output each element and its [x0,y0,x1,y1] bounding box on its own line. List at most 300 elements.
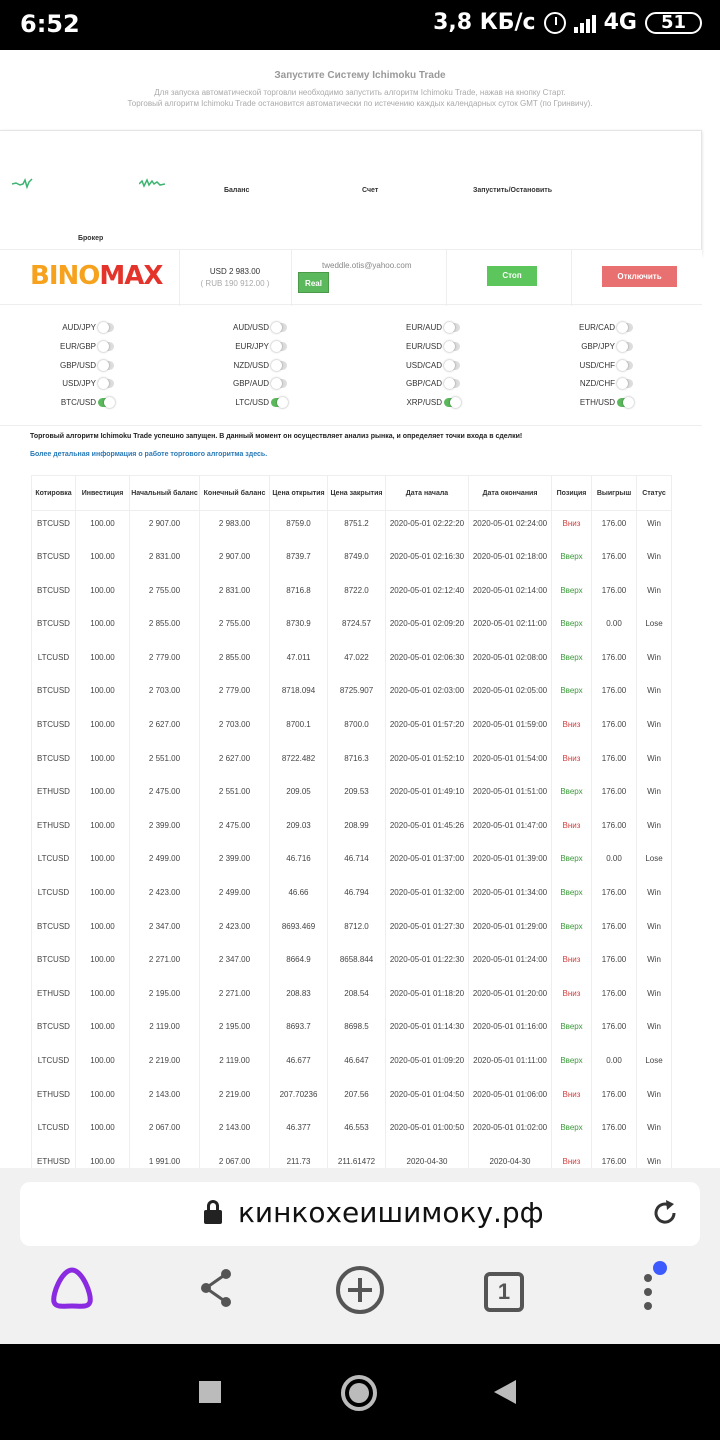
table-cell: 2 779.00 [200,678,270,712]
table-cell: 2020-05-01 01:49:10 [386,779,469,813]
table-cell: 8716.8 [270,578,328,612]
column-header: Инвестиция [76,476,130,511]
intro [0,50,720,109]
table-cell: Win [637,1115,672,1149]
table-cell: Win [637,1082,672,1116]
col-balance-label: Баланс [224,187,250,194]
pair-label: EUR/AUD [406,322,443,332]
table-cell: Вверх [552,678,592,712]
table-cell: 46.714 [328,846,386,880]
pair-toggle-eth-usd[interactable] [579,395,633,409]
status-bar [0,0,720,50]
table-cell: 2020-05-01 02:08:00 [469,645,552,679]
table-cell: Win [637,880,672,914]
table-cell: Lose [637,846,672,880]
network-type: 4G [603,10,637,35]
table-cell: 2020-05-01 02:24:00 [469,511,552,545]
table-cell: 46.794 [328,880,386,914]
col-broker-label: Брокер [78,235,104,242]
table-cell: 100.00 [76,914,130,948]
browser-bar [0,1168,720,1344]
table-cell: 2 219.00 [200,1082,270,1116]
table-cell: 176.00 [592,981,637,1015]
table-cell: Win [637,981,672,1015]
new-tab-icon[interactable] [334,1264,386,1316]
table-cell: Вверх [552,914,592,948]
table-cell: 2 703.00 [200,712,270,746]
table-cell: Вверх [552,880,592,914]
table-cell: 2 271.00 [130,947,200,981]
table-cell: 8698.5 [328,1014,386,1048]
table-row [32,1115,672,1149]
table-cell: 8759.0 [270,511,328,545]
table-cell: BTCUSD [32,611,76,645]
pair-label: GBP/JPY [581,341,615,351]
broker-row [0,249,702,305]
table-cell: 2 499.00 [200,880,270,914]
table-cell: 2020-05-01 02:12:40 [386,578,469,612]
table-cell: Вверх [552,1014,592,1048]
table-cell: LTCUSD [32,880,76,914]
toggle-switch[interactable] [98,361,114,370]
table-row [32,746,672,780]
toggle-switch[interactable] [444,361,460,370]
pair-toggle-eur-cad[interactable] [579,320,633,334]
table-row [32,1048,672,1082]
table-cell: 2 551.00 [130,746,200,780]
pair-label: GBP/AUD [233,378,270,388]
table-cell: 2 143.00 [130,1082,200,1116]
browser-toolbar [0,1264,720,1324]
table-cell: 100.00 [76,746,130,780]
table-cell: 2 499.00 [130,846,200,880]
alice-assistant-icon[interactable] [48,1264,96,1312]
table-cell: 2020-05-01 01:39:00 [469,846,552,880]
pair-label: NZD/CHF [579,378,615,388]
table-cell: 46.677 [270,1048,328,1082]
table-cell: 176.00 [592,645,637,679]
toggle-switch[interactable] [617,398,633,407]
toggle-switch[interactable] [617,342,633,351]
table-cell: 46.647 [328,1048,386,1082]
table-cell: Вниз [552,746,592,780]
table-cell: 8749.0 [328,544,386,578]
intro-title: Запустите Систему Ichimoku Trade [274,70,446,81]
table-cell: 2020-05-01 01:24:00 [469,947,552,981]
table-cell: 8739.7 [270,544,328,578]
table-cell: 2020-05-01 01:20:00 [469,981,552,1015]
table-cell: 100.00 [76,678,130,712]
table-cell: 8700.1 [270,712,328,746]
table-cell: 176.00 [592,578,637,612]
pair-toggle-eur-jpy[interactable] [233,339,287,353]
pair-label: BTC/USD [60,397,96,407]
binomax-logo: BINOMAX [30,261,163,291]
column-header: Статус [637,476,672,511]
table-cell: 46.716 [270,846,328,880]
status-message: Торговый алгоритм Ichimoku Trade успешно запущен. В данный момент он осуществляет анализ рынка, и определяет точки входа в сделки! [30,433,523,440]
table-cell: 2020-05-01 01:51:00 [469,779,552,813]
control-panel [0,130,702,255]
pair-toggle-gbp-usd[interactable] [60,358,114,372]
table-cell: 2 219.00 [130,1048,200,1082]
column-header: Цена закрытия [328,476,386,511]
table-cell: 2020-05-01 02:22:20 [386,511,469,545]
table-header [32,476,672,511]
table-cell: 2020-05-01 01:00:50 [386,1115,469,1149]
table-cell: Win [637,813,672,847]
table-cell: 2 983.00 [200,511,270,545]
table-cell: 2020-05-01 01:22:30 [386,947,469,981]
pair-label: XRP/USD [406,397,442,407]
table-row [32,611,672,645]
table-cell: 2 831.00 [200,578,270,612]
table-cell: 176.00 [592,511,637,545]
table-cell: 2 195.00 [200,1014,270,1048]
toggle-switch[interactable] [617,361,633,370]
pair-label: GBP/CAD [406,378,443,388]
toggle-switch[interactable] [444,379,460,388]
table-cell: LTCUSD [32,1048,76,1082]
table-cell: 8700.0 [328,712,386,746]
table-cell: BTCUSD [32,1014,76,1048]
table-cell: Lose [637,1048,672,1082]
pair-label: EUR/CAD [579,322,616,332]
table-cell: 8722.0 [328,578,386,612]
table-cell: Вниз [552,947,592,981]
pair-toggle-usd-chf[interactable] [579,358,633,372]
table-cell: 176.00 [592,1014,637,1048]
table-cell: 46.377 [270,1115,328,1149]
table-cell: Lose [637,611,672,645]
table-row [32,712,672,746]
table-cell: 2 907.00 [200,544,270,578]
pair-toggle-gbp-aud[interactable] [233,376,287,390]
table-cell: 100.00 [76,1014,130,1048]
table-cell: 47.011 [270,645,328,679]
tabs-button[interactable]: 1 [484,1272,524,1312]
table-cell: 2 779.00 [130,645,200,679]
table-cell: 2020-05-01 01:37:00 [386,846,469,880]
column-header: Дата окончания [469,476,552,511]
table-cell: Вниз [552,511,592,545]
table-cell: 2 907.00 [130,511,200,545]
recent-apps-button[interactable] [199,1381,221,1403]
table-cell: 2020-05-01 01:02:00 [469,1115,552,1149]
column-header: Выигрыш [592,476,637,511]
clock: 6:52 [20,10,80,38]
table-cell: 2 855.00 [200,645,270,679]
pair-toggle-eur-gbp[interactable] [60,339,114,353]
toggle-switch[interactable] [444,323,460,332]
table-cell: Вверх [552,1115,592,1149]
pair-toggle-nzd-chf[interactable] [579,376,633,390]
table-cell: LTCUSD [32,645,76,679]
table-cell: 2 143.00 [200,1115,270,1149]
toggle-switch[interactable] [271,379,287,388]
table-cell: 46.553 [328,1115,386,1149]
table-cell: 2020-05-01 01:47:00 [469,813,552,847]
table-cell: Вверх [552,578,592,612]
table-cell: Win [637,578,672,612]
table-cell: 2020-05-01 01:18:20 [386,981,469,1015]
web-page [0,50,720,1168]
toggle-switch[interactable] [617,379,633,388]
table-cell: 8664.9 [270,947,328,981]
table-cell: Win [637,712,672,746]
table-cell: 209.53 [328,779,386,813]
table-cell: 100.00 [76,981,130,1015]
currency-pairs [0,316,702,428]
table-cell: 2 755.00 [200,611,270,645]
table-cell: BTCUSD [32,511,76,545]
pair-toggle-eur-aud[interactable] [406,320,460,334]
table-cell: 208.54 [328,981,386,1015]
table-cell: 8693.469 [270,914,328,948]
table-cell: Win [637,678,672,712]
pair-label: AUD/USD [233,322,270,332]
table-cell: 208.99 [328,813,386,847]
table-row [32,578,672,612]
table-cell: 2020-04-30 [386,1149,469,1168]
pair-label: AUD/JPY [62,322,96,332]
toggle-switch[interactable] [98,342,114,351]
col-account-label: Счет [362,187,379,194]
table-cell: 2020-05-01 01:32:00 [386,880,469,914]
table-cell: 207.70236 [270,1082,328,1116]
table-cell: Вверх [552,779,592,813]
address-bar[interactable] [20,1182,700,1246]
table-cell: 100.00 [76,1149,130,1168]
table-row [32,544,672,578]
account-email: tweddle.otis@yahoo.com [322,261,412,270]
pair-toggle-gbp-cad[interactable] [406,376,460,390]
column-header: Позиция [552,476,592,511]
table-cell: 211.73 [270,1149,328,1168]
table-cell: 2 755.00 [130,578,200,612]
table-cell: Win [637,645,672,679]
table-cell: Вверх [552,846,592,880]
table-cell: 8658.844 [328,947,386,981]
table-cell: 2 067.00 [130,1115,200,1149]
table-cell: 8730.9 [270,611,328,645]
table-cell: 0.00 [592,846,637,880]
table-cell: 2020-05-01 02:11:00 [469,611,552,645]
table-cell: 176.00 [592,880,637,914]
balance-usd: USD 2 983.00 [209,267,261,276]
table-cell: BTCUSD [32,578,76,612]
pair-toggle-gbp-jpy[interactable] [579,339,633,353]
table-row [32,779,672,813]
pair-toggle-xrp-usd[interactable] [406,395,460,409]
table-cell: Вниз [552,981,592,1015]
table-cell: 2020-05-01 01:54:00 [469,746,552,780]
table-cell: BTCUSD [32,947,76,981]
table-cell: 176.00 [592,779,637,813]
more-info-link[interactable]: Более детальная информация о работе торгового алгоритма здесь. [30,451,268,458]
toggle-switch[interactable] [271,342,287,351]
table-cell: 176.00 [592,1082,637,1116]
table-row [32,914,672,948]
alarm-icon [544,12,566,34]
table-cell: 2020-05-01 02:14:00 [469,578,552,612]
table-cell: 8751.2 [328,511,386,545]
table-cell: 2020-05-01 01:14:30 [386,1014,469,1048]
pair-toggle-aud-jpy[interactable] [60,320,114,334]
table-cell: 2 475.00 [200,813,270,847]
table-cell: 100.00 [76,544,130,578]
table-cell: 2 627.00 [200,746,270,780]
column-header: Цена открытия [270,476,328,511]
table-cell: 100.00 [76,779,130,813]
menu-icon[interactable] [636,1260,672,1316]
table-cell: 2 399.00 [200,846,270,880]
table-cell: 100.00 [76,611,130,645]
table-cell: 100.00 [76,880,130,914]
table-cell: 2 831.00 [130,544,200,578]
toggle-switch[interactable] [271,323,287,332]
table-cell: Win [637,947,672,981]
battery-icon: 51 [645,12,702,34]
table-cell: Win [637,914,672,948]
table-cell: 100.00 [76,1115,130,1149]
table-cell: 2 119.00 [130,1014,200,1048]
pair-label: EUR/JPY [235,341,269,351]
table-cell: 2020-05-01 02:18:00 [469,544,552,578]
table-cell: 100.00 [76,1048,130,1082]
table-row [32,1014,672,1048]
table-cell: 100.00 [76,511,130,545]
home-button[interactable] [341,1375,377,1411]
table-cell: 2 423.00 [200,914,270,948]
table-cell: 2020-04-30 [469,1149,552,1168]
balance-display [200,267,270,288]
table-cell: 2020-05-01 01:16:00 [469,1014,552,1048]
table-cell: Win [637,544,672,578]
reload-icon[interactable] [650,1198,680,1228]
table-cell: Вниз [552,1149,592,1168]
table-cell: 2 399.00 [130,813,200,847]
pair-label: EUR/USD [406,341,443,351]
toggle-switch[interactable] [271,361,287,370]
pair-toggle-usd-jpy[interactable] [60,376,114,390]
column-header: Начальный баланс [130,476,200,511]
table-cell: Вниз [552,712,592,746]
table-cell: 2 475.00 [130,779,200,813]
toggle-switch[interactable] [98,398,114,407]
table-cell: 2 271.00 [200,981,270,1015]
sparkline-icon [12,176,34,190]
table-cell: 2020-05-01 01:06:00 [469,1082,552,1116]
table-cell: 46.66 [270,880,328,914]
pair-toggle-usd-cad[interactable] [406,358,460,372]
pair-toggle-aud-usd[interactable] [233,320,287,334]
table-row [32,511,672,545]
real-account-button[interactable]: Real [298,272,329,293]
table-cell: ETHUSD [32,981,76,1015]
pair-toggle-btc-usd[interactable] [60,395,114,409]
table-cell: Win [637,1014,672,1048]
pair-label: USD/JPY [62,378,96,388]
table-cell: 2020-05-01 01:34:00 [469,880,552,914]
column-header: Дата начала [386,476,469,511]
table-row [32,880,672,914]
table-cell: 176.00 [592,544,637,578]
table-cell: 2 347.00 [130,914,200,948]
table-cell: 2 703.00 [130,678,200,712]
table-row [32,947,672,981]
stop-button[interactable]: Стоп [487,266,537,286]
lock-icon [204,1200,222,1226]
table-cell: Win [637,511,672,545]
table-cell: 8716.3 [328,746,386,780]
table-cell: 1 991.00 [130,1149,200,1168]
table-row [32,846,672,880]
table-cell: 2 855.00 [130,611,200,645]
table-row [32,813,672,847]
balance-rub: ( RUB 190 912.00 ) [200,279,270,288]
table-cell: 176.00 [592,947,637,981]
toggle-switch[interactable] [98,323,114,332]
table-row [32,981,672,1015]
table-cell: Вверх [552,1048,592,1082]
table-cell: 2 067.00 [200,1149,270,1168]
pair-toggle-nzd-usd[interactable] [233,358,287,372]
toggle-switch[interactable] [444,342,460,351]
table-cell: 2020-05-01 01:52:10 [386,746,469,780]
pair-label: USD/CHF [579,360,615,370]
pair-label: USD/CAD [406,360,443,370]
pair-toggle-ltc-usd[interactable] [233,395,287,409]
table-cell: Win [637,1149,672,1168]
share-icon[interactable] [196,1264,236,1312]
table-cell: Вниз [552,1082,592,1116]
table-cell: 2020-05-01 01:45:26 [386,813,469,847]
toggle-switch[interactable] [271,398,287,407]
toggle-switch[interactable] [98,379,114,388]
table-cell: BTCUSD [32,544,76,578]
toggle-switch[interactable] [617,323,633,332]
table-cell: 8718.094 [270,678,328,712]
table-cell: 2 627.00 [130,712,200,746]
table-cell: 2020-05-01 02:05:00 [469,678,552,712]
trades-table [31,475,672,1168]
table-cell: 8722.482 [270,746,328,780]
intro-line-1: Для запуска автоматической торговли необходимо запустить алгоритм Ichimoku Trade, нажав на кнопку Старт. [154,88,566,97]
pair-toggle-eur-usd[interactable] [406,339,460,353]
table-cell: 2020-05-01 01:04:50 [386,1082,469,1116]
pair-label: ETH/USD [579,397,615,407]
table-cell: 2 347.00 [200,947,270,981]
table-row [32,1082,672,1116]
table-cell: 8724.57 [328,611,386,645]
table-cell: 100.00 [76,712,130,746]
network-speed: 3,8 КБ/с [433,10,536,35]
table-cell: 176.00 [592,678,637,712]
table-cell: Вверх [552,645,592,679]
table-cell: 176.00 [592,813,637,847]
table-cell: 2020-05-01 01:59:00 [469,712,552,746]
back-button[interactable] [494,1380,516,1404]
table-cell: 100.00 [76,578,130,612]
table-cell: ETHUSD [32,1082,76,1116]
table-cell: 2020-05-01 02:06:30 [386,645,469,679]
table-cell: 47.022 [328,645,386,679]
toggle-switch[interactable] [444,398,460,407]
table-cell: 100.00 [76,846,130,880]
disconnect-button[interactable]: Отключить [602,266,677,287]
table-cell: 2020-05-01 01:09:20 [386,1048,469,1082]
